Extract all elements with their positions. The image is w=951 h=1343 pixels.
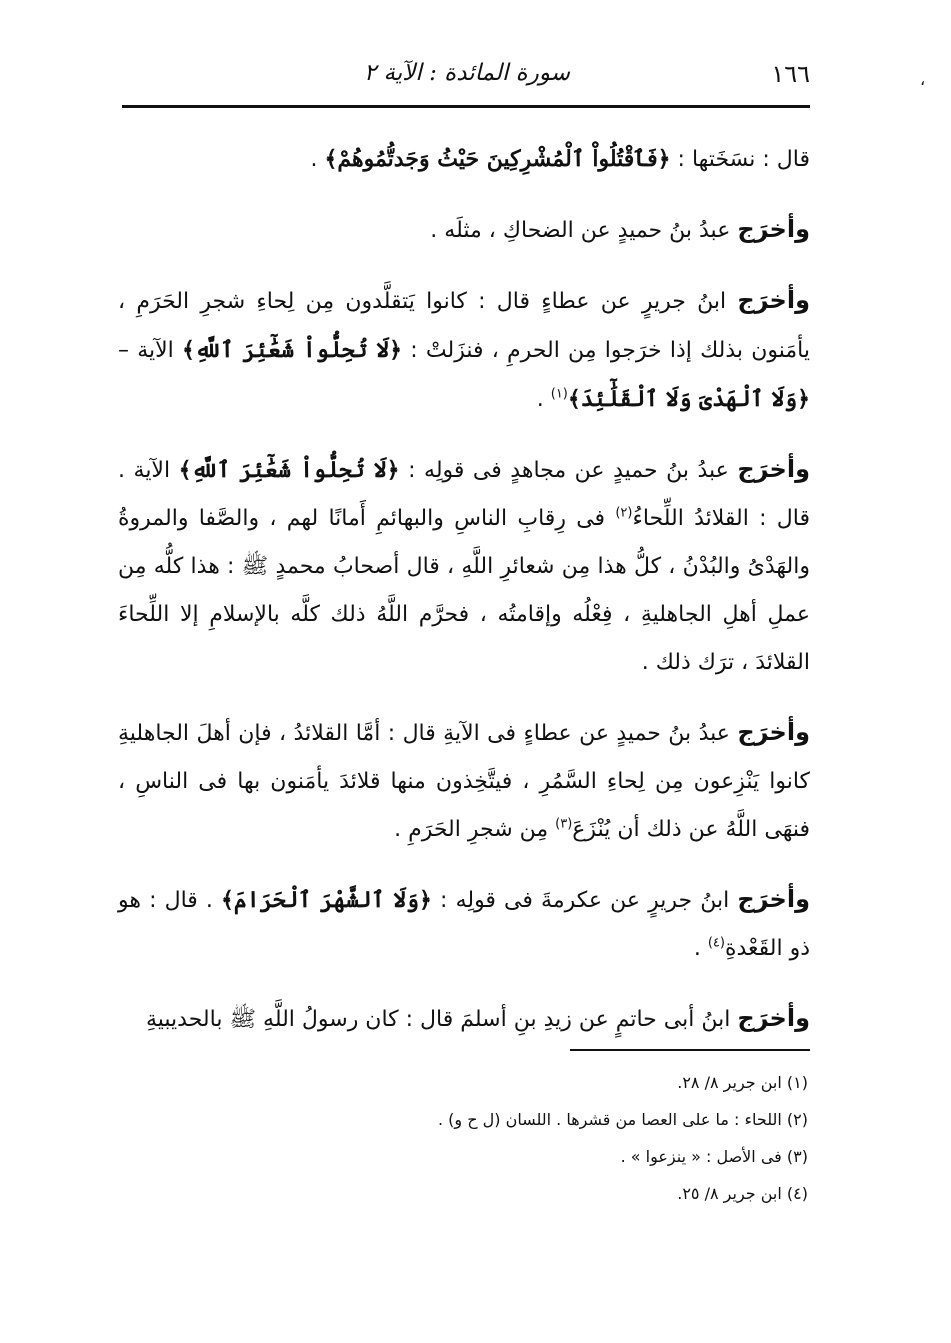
paragraph — [118, 445, 810, 687]
footnote: (٤) ابن جرير ٨/ ٢٥. — [677, 1184, 808, 1203]
quran-verse: ﴿لَا تُحِلُّواْ شَعَٰٓئِرَ ٱللَّهِ﴾ — [182, 337, 403, 363]
corner-mark: ، — [920, 70, 926, 89]
quran-verse: ﴿وَلَا ٱلشَّهْرَ ٱلْحَرَامَ﴾ — [221, 887, 432, 913]
text-run: . — [693, 936, 708, 961]
paragraph-lead-word: وأخرَج — [737, 286, 810, 314]
header-rule — [122, 105, 810, 108]
page-number: ١٦٦ — [771, 60, 810, 88]
text-run: عبدُ بنُ حميدٍ عن الضحاكِ ، مثلَه . — [430, 218, 738, 243]
paragraph-lead-word: وأخرَج — [737, 455, 810, 483]
text-run: الآية . قال : القلائدُ اللِّحاءُ — [118, 458, 810, 531]
footnote-reference: (٤) — [707, 935, 725, 951]
paragraph-lead-word: وأخرَج — [737, 215, 810, 243]
footnote-reference: (٣) — [555, 816, 573, 832]
paragraph — [118, 135, 810, 184]
text-run: ابنُ جريرٍ عن عطاءٍ قال : كانوا يَتقلَّدون مِن لِحاءِ شجرِ الحَرَمِ ، يأمَنون بذلك إذا خرَجوا مِن الحرمِ ، فنزَلتْ : — [118, 289, 810, 363]
text-run: عبدُ بنُ حميدٍ عن عطاءٍ فى الآيةِ قال : أمَّا القلائدُ ، فإن أهلَ الجاهليةِ كانوا يَنْزِعون مِن لِحاءِ السَّمُرِ ، فيتَّخِذون منها قلائدَ يأمَنون بها فى الناسِ ، فنهَى اللَّهُ عن ذلك أن يُنْزَعَ — [118, 721, 810, 842]
paragraph — [118, 205, 810, 255]
footnote: (٢) اللحاء : ما على العصا من قشرها . اللسان (ل ح و) . — [437, 1110, 808, 1129]
quran-verse: ﴿فَٱقْتُلُواْ ٱلْمُشْرِكِينَ حَيْثُ وَجَدتُّمُوهُمْ﴾ — [324, 146, 671, 172]
footnotes — [300, 1064, 808, 1212]
paragraph-lead-word: وأخرَج — [737, 885, 810, 913]
quran-verse: ﴿وَلَا ٱلْهَدْىَ وَلَا ٱلْقَلَٰٓئِدَ﴾ — [567, 386, 810, 412]
footnote-rule — [570, 1049, 810, 1051]
page-header — [122, 52, 810, 100]
body-text — [118, 135, 810, 1065]
footnote-reference: (١) — [550, 386, 568, 402]
text-run: قال : نسَخَتها : — [670, 147, 810, 172]
paragraph — [118, 994, 810, 1044]
paragraph — [118, 276, 810, 424]
paragraph-lead-word: وأخرَج — [737, 718, 810, 746]
text-run: ابنُ جريرٍ عن عكرمةَ فى قولِه : — [431, 888, 738, 913]
footnote-reference: (٢) — [615, 505, 633, 521]
paragraph — [118, 875, 810, 973]
text-run: الآية – — [118, 338, 183, 363]
quran-verse: ﴿لَا تُحِلُّواْ شَعَٰٓئِرَ ٱللَّهِ﴾ — [178, 457, 400, 483]
footnote: (٣) فى الأصل : « ينزعوا » . — [620, 1147, 808, 1166]
text-run: ابنُ أبى حاتمٍ عن زيدِ بنِ أسلمَ قال : كان رسولُ اللَّهِ ﷺ بالحديبيةِ — [145, 1007, 738, 1032]
text-run: . — [536, 387, 551, 412]
text-run: مِن شجرِ الحَرَمِ . — [394, 817, 556, 842]
text-run: عبدُ بنُ حميدٍ عن مجاهدٍ فى قولِه : — [399, 458, 738, 483]
text-run: . — [310, 147, 325, 172]
paragraph-lead-word: وأخرَج — [737, 1004, 810, 1032]
text-run: . قال : هو ذو القَعْدةِ — [118, 888, 810, 961]
footnote: (١) ابن جرير ٨/ ٢٨. — [677, 1073, 808, 1092]
running-title: سورة المائدة : الآية ٢ — [363, 60, 570, 86]
paragraph — [118, 708, 810, 854]
text-run: فى رِقابِ الناسِ والبهائمِ أَمانًا لهم ، والصَّفا والمروةُ والهَدْىُ والبُدْنُ ، كلُّ هذا مِن شعائرِ اللَّهِ ، قال أصحابُ محمدٍ ﷺ : هذا كلُّه مِن عملِ أهلِ الجاهليةِ ، فِعْلُه وإقامتُه ، فحرَّم اللَّهُ ذلك كلَّه بالإسلامِ إلا اللِّحاءَ القلائدَ ، ترَك ذلك . — [118, 506, 810, 675]
